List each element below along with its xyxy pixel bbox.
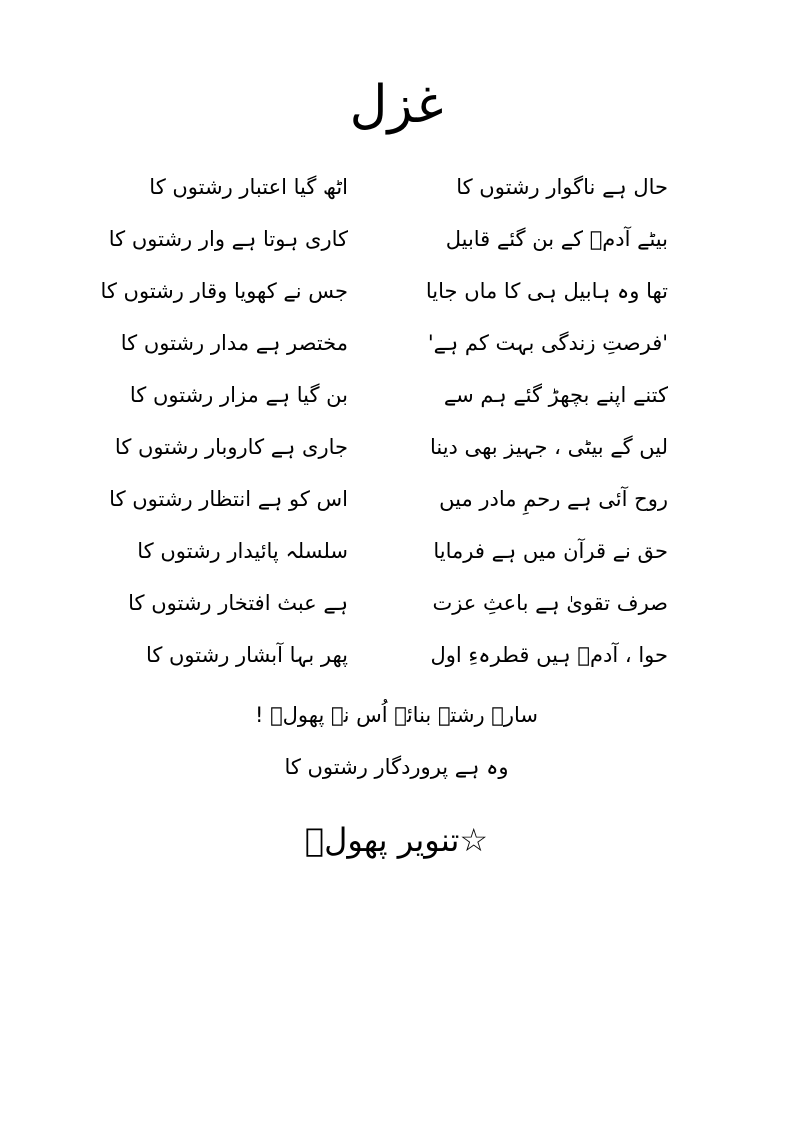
couplet <box>0 167 793 207</box>
couplet-first-line: حق نے قرآن میں ہے فرمایا <box>433 539 668 563</box>
couplet-first-line: کتنے اپنے بچھڑ گئے ہم سے <box>443 383 668 407</box>
couplet-first-line: حوا ، آدمؑ ہیں قطرہءِ اول <box>430 643 668 667</box>
couplet-first-line: روح آئی ہے رحمِ مادر میں <box>439 487 668 511</box>
couplet-second-line: اٹھ گیا اعتبار رشتوں کا <box>149 175 348 199</box>
couplet-first-line: لیں گے بیٹی ، جہیز بھی دینا <box>429 435 668 459</box>
couplet-second-line: کاری ہوتا ہے وار رشتوں کا <box>108 227 348 251</box>
couplet-second-line: مختصر ہے مدار رشتوں کا <box>120 331 348 355</box>
couplet-second-line: اس کو ہے انتظار رشتوں کا <box>109 487 348 511</box>
closing-second-line: وہ ہے پروردگار رشتوں کا <box>284 755 509 779</box>
poem-title: غزل <box>349 75 444 135</box>
closing-first-line: سارے رشتے بنائے اُس نے پھولؔ ! <box>254 703 539 727</box>
couplet-second-line: ہے عبث افتخار رشتوں کا <box>128 591 348 615</box>
couplet-first-line: تھا وہ ہابیل ہی کا ماں جایا <box>425 279 668 303</box>
couplet <box>0 479 793 519</box>
couplet <box>0 219 793 259</box>
couplet <box>0 583 793 623</box>
couplet-first-line: حال ہے ناگوار رشتوں کا <box>456 175 668 199</box>
couplet-second-line: جاری ہے کاروبار رشتوں کا <box>114 435 348 459</box>
couplet <box>0 323 793 363</box>
couplet <box>0 531 793 571</box>
couplet-first-line: 'فرصتِ زندگی بہت کم ہے' <box>427 331 668 355</box>
couplet-second-line: بن گیا ہے مزار رشتوں کا <box>129 383 348 407</box>
poet-signature: ☆تنویر پھولؔ <box>304 821 489 859</box>
couplet <box>0 375 793 415</box>
couplet <box>0 427 793 467</box>
couplet-first-line: صرف تقویٰ ہے باعثِ عزت <box>432 591 668 615</box>
couplet-first-line: بیٹے آدمؑ کے بن گئے قابیل <box>445 227 668 251</box>
couplet-second-line: سلسلہ پائیدار رشتوں کا <box>137 539 348 563</box>
couplet-second-line: پھر بہا آبشار رشتوں کا <box>145 643 348 667</box>
couplet-second-line: جس نے کھویا وقار رشتوں کا <box>100 279 348 303</box>
couplet <box>0 271 793 311</box>
couplet <box>0 635 793 675</box>
